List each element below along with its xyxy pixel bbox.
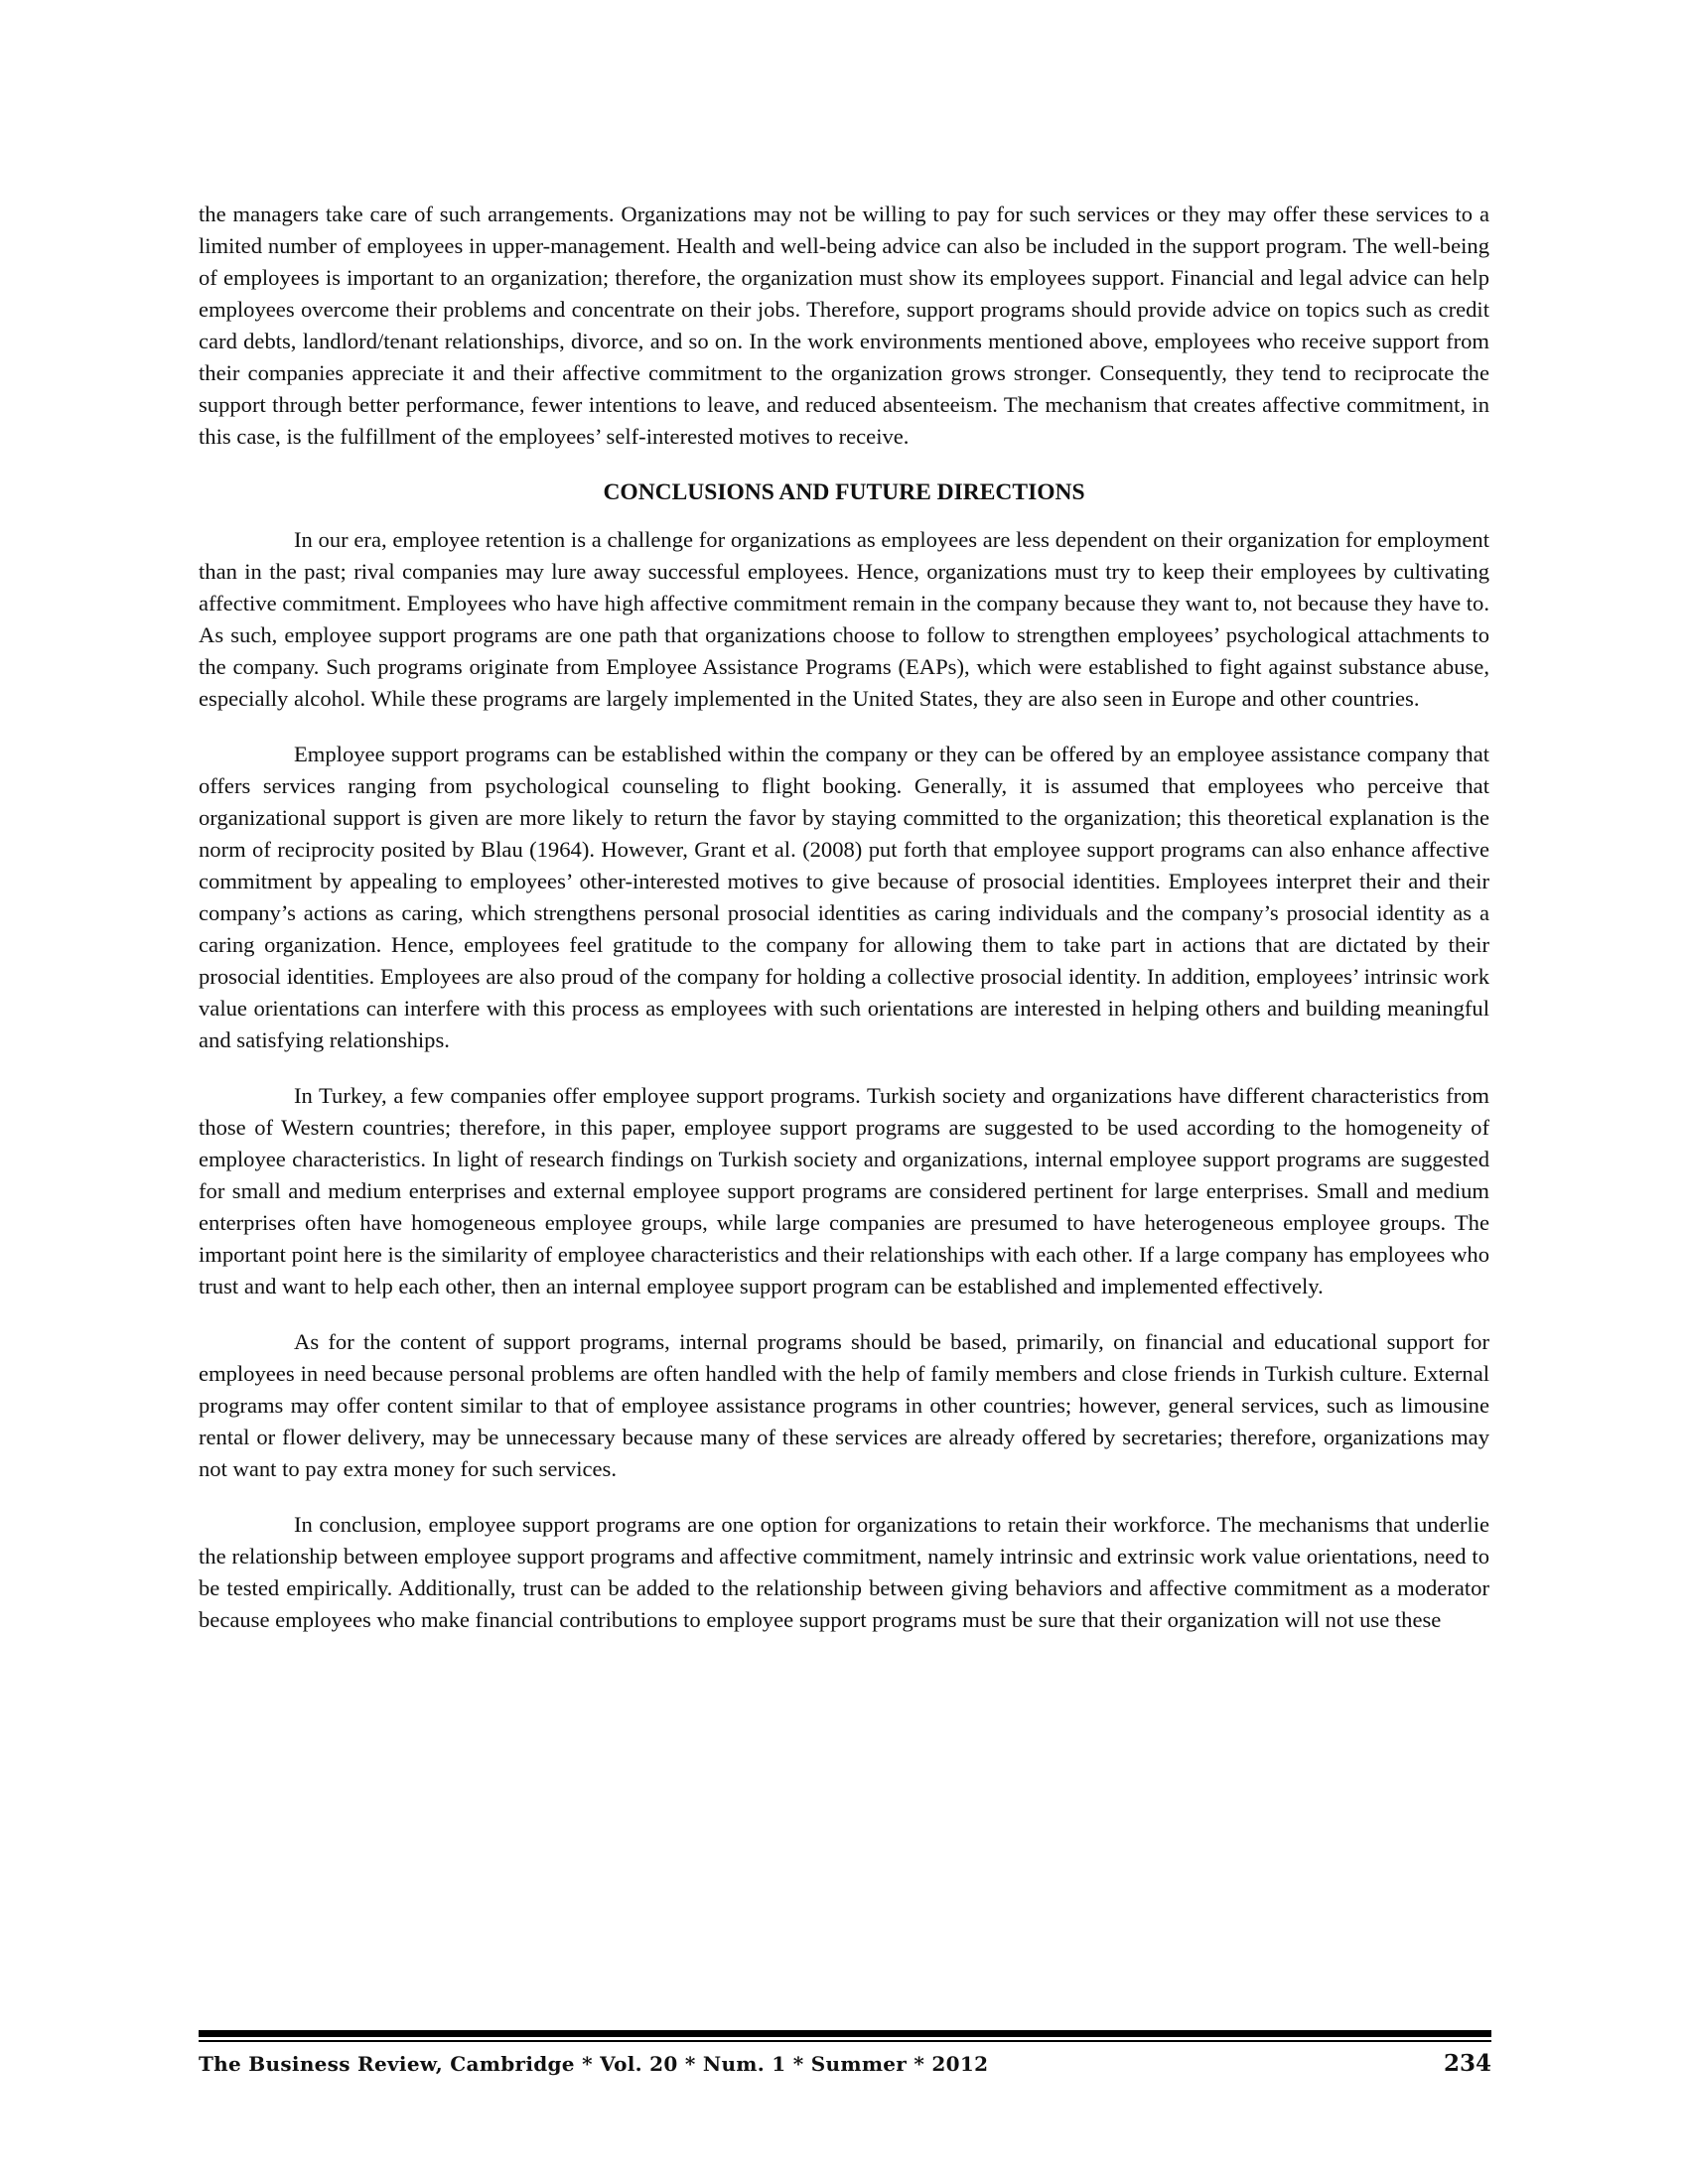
page-number: 234 [1443, 2050, 1491, 2077]
journal-citation: The Business Review, Cambridge * Vol. 20 * Num. 1 * Summer * 2012 [199, 2052, 989, 2076]
body-paragraph: In conclusion, employee support programs are one option for organizations to retain their workforce. The mechanisms that underlie the relationship between employee support programs and affective commitment, namely intrinsic and extrinsic work value orientations, need to be tested empirically. Additionally, trust can be added to the relationship between giving behaviors and affective commitment as a moderator because employees who make financial contributions to employee support programs must be sure that their organization will not use these [199, 1512, 1489, 1632]
body-paragraph: Employee support programs can be established within the company or they can be offered by an employee assistance company that offers services ranging from psychological counseling to flight booking. Generally, it is assumed that employees who perceive that organizational support is given are more likely to return the favor by staying committed to the organization; this theoretical explanation is the norm of reciprocity posited by Blau (1964). However, Grant et al. (2008) put forth that employee support programs can also enhance affective commitment by appealing to employees’ other-interested motives to give because of prosocial identities. Employees interpret their and their company’s actions as caring, which strengthens personal prosocial identities as caring individuals and the company’s prosocial identity as a caring organization. Hence, employees feel gratitude to the company for allowing them to take part in actions that are dictated by their prosocial identities. Employees are also proud of the company for holding a collective prosocial identity. In addition, employees’ intrinsic work value orientations can interfere with this process as employees with such orientations are interested in helping others and building meaningful and satisfying relationships. [199, 742, 1489, 1052]
page-body [199, 199, 1489, 1660]
body-paragraph: the managers take care of such arrangements. Organizations may not be willing to pay for such services or they may offer these services to a limited number of employees in upper-management. Health and well-being advice can also be included in the support program. The well-being of employees is important to an organization; therefore, the organization must show its employees support. Financial and legal advice can help employees overcome their problems and concentrate on their jobs. Therefore, support programs should provide advice on topics such as credit card debts, landlord/tenant relationships, divorce, and so on. In the work environments mentioned above, employees who receive support from their companies appreciate it and their affective commitment to the organization grows stronger. Consequently, they tend to reciprocate the support through better performance, fewer intentions to leave, and reduced absenteeism. The mechanism that creates affective commitment, in this case, is the fulfillment of the employees’ self-interested motives to receive. [199, 202, 1489, 449]
body-paragraph: In our era, employee retention is a challenge for organizations as employees are less dependent on their organization for employment than in the past; rival companies may lure away successful employees. Hence, organizations must try to keep their employees by cultivating affective commitment. Employees who have high affective commitment remain in the company because they want to, not because they have to. As such, employee support programs are one path that organizations choose to follow to strengthen employees’ psychological attachments to the company. Such programs originate from Employee Assistance Programs (EAPs), which were established to fight against substance abuse, especially alcohol. While these programs are largely implemented in the United States, they are also seen in Europe and other countries. [199, 527, 1489, 711]
body-paragraph: In Turkey, a few companies offer employee support programs. Turkish society and organizations have different characteristics from those of Western countries; therefore, in this paper, employee support programs are suggested to be used according to the homogeneity of employee characteristics. In light of research findings on Turkish society and organizations, internal employee support programs are suggested for small and medium enterprises and external employee support programs are considered pertinent for large enterprises. Small and medium enterprises often have homogeneous employee groups, while large companies are presumed to have heterogeneous employee groups. The important point here is the similarity of employee characteristics and their relationships with each other. If a large company has employees who trust and want to help each other, then an internal employee support program can be established and implemented effectively. [199, 1083, 1489, 1298]
footer-rule-thick [199, 2030, 1491, 2037]
body-paragraph: As for the content of support programs, internal programs should be based, primarily, on financial and educational support for employees in need because personal problems are often handled with the help of family members and close friends in Turkish culture. External programs may offer content similar to that of employee assistance programs in other countries; however, general services, such as limousine rental or flower delivery, may be unnecessary because many of these services are already offered by secretaries; therefore, organizations may not want to pay extra money for such services. [199, 1329, 1489, 1481]
page-footer [199, 2030, 1491, 2077]
footer-rule-thin [199, 2040, 1491, 2042]
section-heading: CONCLUSIONS AND FUTURE DIRECTIONS [603, 479, 1085, 505]
footer-row [199, 2050, 1491, 2077]
